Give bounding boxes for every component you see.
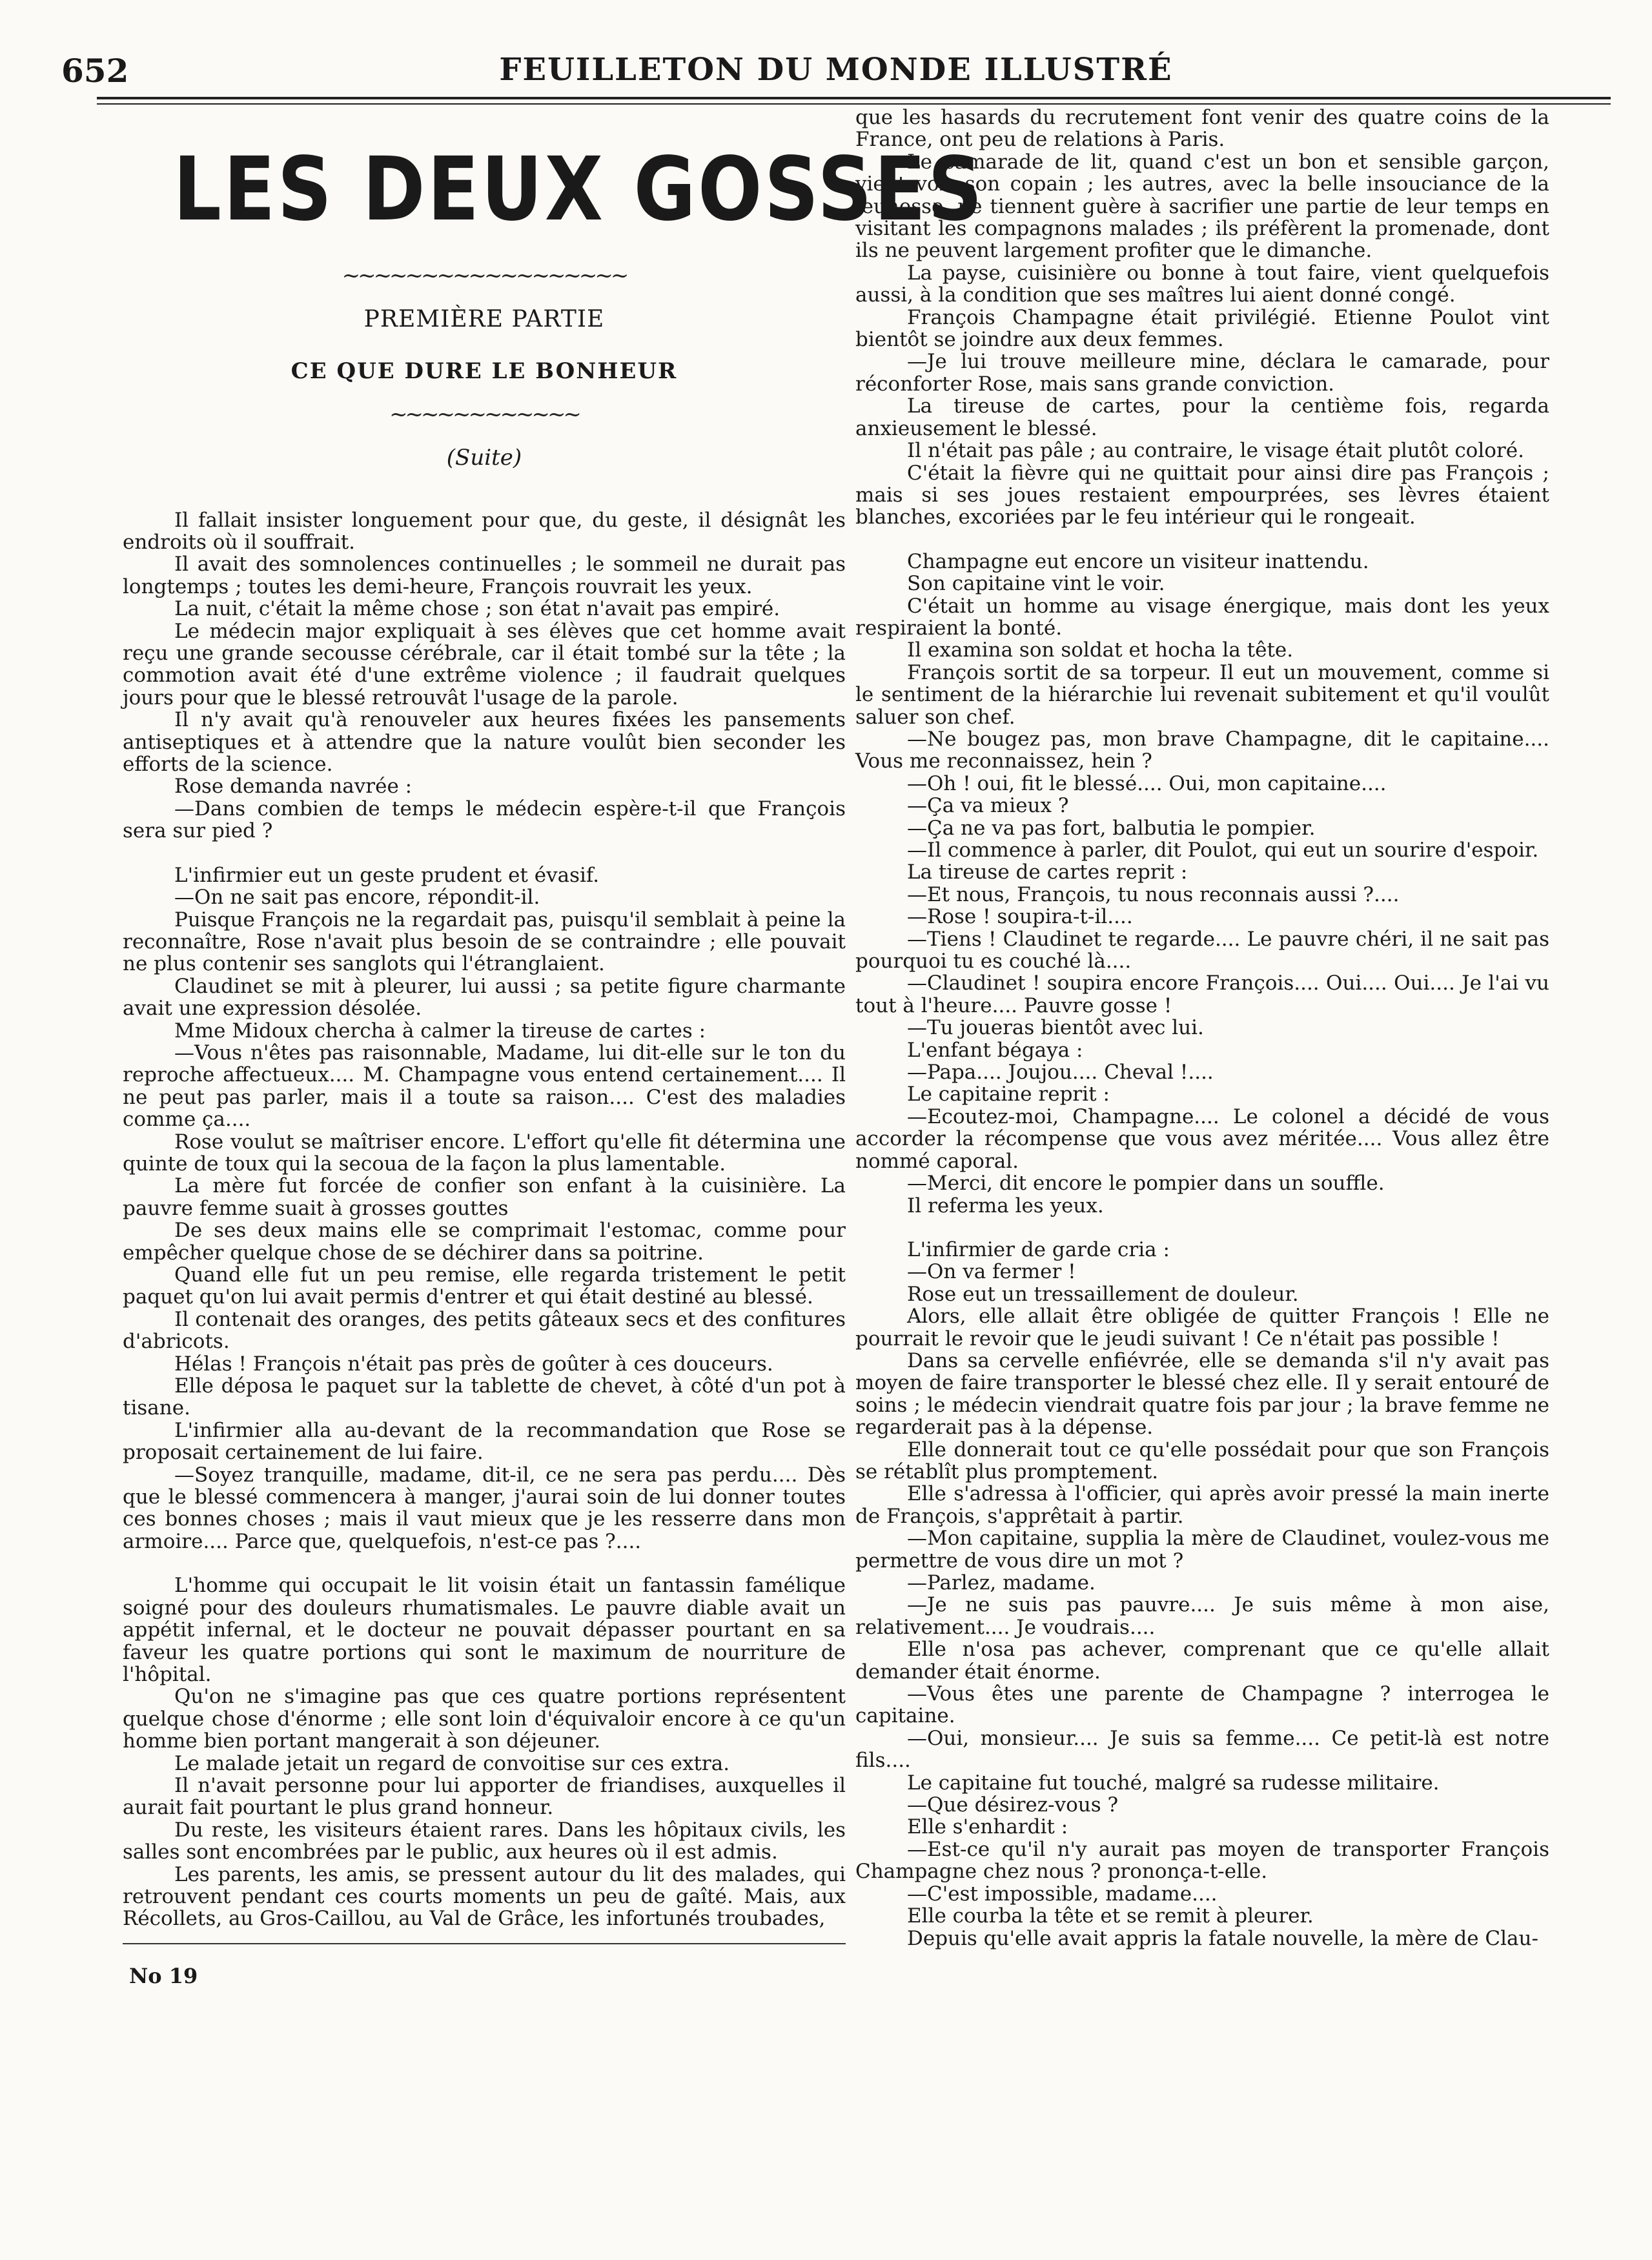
paragraph: —Papa.... Joujou.... Cheval !.... (907, 1061, 1214, 1084)
paragraph: Il fallait insister longuement pour que, du geste, il désignât les endroits où il souffrait. (123, 508, 846, 554)
paragraph: —Dans combien de temps le médecin espère-t-il que François sera sur pied ? (123, 797, 846, 843)
paragraph: L'infirmier de garde cria : (907, 1237, 1170, 1261)
right-column (855, 107, 1549, 1950)
paragraph: —Oh ! oui, fit le blessé.... Oui, mon capitaine.... (907, 771, 1387, 795)
left-column (123, 129, 985, 1988)
paragraph: L'infirmier alla au-devant de la recommandation que Rose se proposait certainement de lui faire. (123, 1418, 846, 1465)
paragraph: La mère fut forcée de confier son enfant à la cuisinière. La pauvre femme suait à grosses gouttes (123, 1174, 846, 1220)
paragraph: François sortit de sa torpeur. Il eut un mouvement, comme si le sentiment de la hiérarchie lui revenait subitement et qu'il voulût saluer son chef. (855, 660, 1549, 729)
paragraph: Elle donnerait tout ce qu'elle possédait pour que son François se rétablît plus promptement. (855, 1438, 1549, 1483)
paragraph: Qu'on ne s'imagine pas que ces quatre portions représentent quelque chose d'énorme ; elle sont loin d'équivaloir encore à ce qu'un homme bien portant mangerait à son déjeuner. (123, 1685, 846, 1753)
header-rule-thin (97, 103, 1611, 105)
title-ornament: ~~~~~~~~~~~~~~~~~~ (342, 262, 627, 289)
paragraph: Puisque François ne la regardait pas, puisqu'il semblait à peine la reconnaître, Rose n'avait plus besoin de se contraindre ; elle pouvait ne plus contenir ses sanglots qui l'étranglaient. (123, 908, 846, 976)
paragraph: —Tiens ! Claudinet te regarde.... Le pauvre chéri, il ne sait pas pourquoi tu es couché là.... (855, 927, 1549, 973)
paragraph: —Mon capitaine, supplia la mère de Claudinet, voulez-vous me permettre de vous dire un mot ? (855, 1527, 1549, 1573)
paragraph: —C'est impossible, madame.... (907, 1882, 1218, 1906)
paragraph: L'enfant bégaya : (907, 1038, 1083, 1062)
paragraph: Quand elle fut un peu remise, elle regarda tristement le petit paquet qu'on lui avait permis d'entrer et qui était destiné au blessé. (123, 1263, 846, 1309)
paragraph: Le médecin major expliquait à ses élèves que cet homme avait reçu une grande secousse cérébrale, car il était tombé sur la tête ; la commotion avait été d'une extrême violence ; il faudrait quelques jours pour que le blessé retrouvât l'usage de la parole. (123, 619, 846, 709)
paragraph: Rose voulut se maîtriser encore. L'effort qu'elle fit détermina une quinte de toux qui la secoua de la façon la plus lamentable. (123, 1130, 846, 1176)
paragraph: —Vous n'êtes pas raisonnable, Madame, lui dit-elle sur le ton du reproche affectueux.... M. Champagne vous entend certainement.... Il ne peut pas parler, mais il a toute sa raison.... C'est des maladies comme ça.... (123, 1041, 846, 1132)
paragraph: La payse, cuisinière ou bonne à tout faire, vient quelquefois aussi, à la condition que ses maîtres lui aient donné congé. (855, 261, 1549, 307)
paragraph: —Que désirez-vous ? (907, 1793, 1119, 1817)
paragraph: —Tu joueras bientôt avec lui. (907, 1016, 1204, 1040)
paragraph: —Merci, dit encore le pompier dans un souffle. (907, 1172, 1385, 1196)
paragraph: C'était un homme au visage énergique, mais dont les yeux respiraient la bonté. (855, 594, 1549, 640)
paragraph: Dans sa cervelle enfiévrée, elle se demanda s'il n'y avait pas moyen de faire transporter le blessé chez elle. Il y serait entouré de soins ; le médecin viendrait quatre fois par jour ; la brave femme ne regarderait pas à la dépense. (855, 1349, 1549, 1440)
paragraph: —Parlez, madame. (907, 1571, 1096, 1594)
paragraph: —Ça va mieux ? (907, 794, 1069, 818)
paragraph: Depuis qu'elle avait appris la fatale nouvelle, la mère de Clau- (907, 1926, 1538, 1950)
paragraph: Le camarade de lit, quand c'est un bon et sensible garçon, vient voir son copain ; les autres, avec la belle insouciance de la jeunesse, ne tiennent guère à sacrifier une partie de leur temps en visitant les compagnons malades ; ils préfèrent la promenade, dont ils ne peuvent largement profiter que le dimanche. (855, 150, 1549, 263)
paragraph: Les parents, les amis, se pressent autour du lit des malades, qui retrouvent pendant ces courts moments un peu de gaîté. Mais, aux Récollets, au Gros-Caillou, au Val de Grâce, les infortunés troubades, (123, 1862, 846, 1931)
paragraph: C'était la fièvre qui ne quittait pour ainsi dire pas François ; mais si ses joues restaient empourprées, ses lèvres étaient blanches, excoriées par le feu intérieur qui le rongeait. (855, 461, 1549, 529)
paragraph: Il n'avait personne pour lui apporter de friandises, auxquelles il aurait fait pourtant le plus grand honneur. (123, 1773, 846, 1820)
paragraph: Le capitaine reprit : (907, 1083, 1110, 1106)
paragraph: Il n'y avait qu'à renouveler aux heures fixées les pansements antiseptiques et à attendre que la nature voulût bien seconder les efforts de la science. (123, 708, 846, 777)
paragraph: Il contenait des oranges, des petits gâteaux secs et des confitures d'abricots. (123, 1307, 846, 1354)
page-number: 652 (61, 52, 129, 90)
paragraph: —Rose ! soupira-t-il.... (907, 905, 1133, 929)
paragraph: —Je lui trouve meilleure mine, déclara le camarade, pour réconforter Rose, mais sans grande conviction. (855, 350, 1549, 396)
paragraph: L'homme qui occupait le lit voisin était un fantassin famélique soigné pour des douleurs rhumatismales. Le pauvre diable avait un appétit infernal, et le docteur ne pouvait dépasser pourtant en sa faveur les quatre portions qui sont le maximum de nourriture de l'hôpital. (123, 1574, 846, 1686)
paragraph: Hélas ! François n'était pas près de goûter à ces douceurs. (174, 1352, 773, 1376)
paragraph: Il n'était pas pâle ; au contraire, le visage était plutôt coloré. (907, 439, 1524, 463)
paragraph: —Claudinet ! soupira encore François.... Oui.... Oui.... Je l'ai vu tout à l'heure.... Pauvre gosse ! (855, 972, 1549, 1017)
paragraph: —Est-ce qu'il n'y aurait pas moyen de transporter François Champagne chez nous ? prononça-t-elle. (855, 1837, 1549, 1884)
paragraph: Il examina son soldat et hocha la tête. (907, 638, 1294, 662)
paragraph: —On ne sait pas encore, répondit-il. (174, 886, 540, 910)
paragraph: De ses deux mains elle se comprimait l'estomac, comme pour empêcher quelque chose de se déchirer dans sa poitrine. (123, 1219, 846, 1265)
paragraph: Il referma les yeux. (907, 1194, 1104, 1217)
issue-number: No 19 (129, 1963, 198, 1988)
paragraph: Elle n'osa pas achever, comprenant que ce qu'elle allait demander était énorme. (855, 1638, 1549, 1684)
paragraph: —Ne bougez pas, mon brave Champagne, dit le capitaine.... Vous me reconnaissez, hein ? (855, 727, 1549, 773)
paragraph: que les hasards du recrutement font venir des quatre coins de la France, ont peu de relations à Paris. (855, 106, 1549, 152)
paragraph: —Ecoutez-moi, Champagne.... Le colonel a décidé de vous accorder la récompense que vous avez méritée.... Vous allez être nommé caporal. (855, 1105, 1549, 1173)
paragraph: La tireuse de cartes reprit : (907, 860, 1188, 884)
paragraph: Mme Midoux chercha à calmer la tireuse de cartes : (174, 1019, 706, 1043)
paragraph: Champagne eut encore un visiteur inattendu. (907, 549, 1369, 573)
page-header (61, 52, 1611, 97)
paragraph: Elle s'adressa à l'officier, qui après avoir pressé la main inerte de François, s'apprêtait à partir. (855, 1482, 1549, 1528)
paragraph: Son capitaine vint le voir. (907, 572, 1165, 596)
header-rule (97, 97, 1611, 99)
paragraph: L'infirmier eut un geste prudent et évasif. (174, 863, 600, 887)
paragraph: —Vous êtes une parente de Champagne ? interrogea le capitaine. (855, 1682, 1549, 1728)
paragraph: Elle s'enhardit : (907, 1815, 1068, 1839)
paragraph: Du reste, les visiteurs étaient rares. Dans les hôpitaux civils, les salles sont encombrées par le public, aux heures où il est admis. (123, 1818, 846, 1864)
paragraph: Claudinet se mit à pleurer, lui aussi ; sa petite figure charmante avait une expression désolée. (123, 974, 846, 1021)
paragraph: —Soyez tranquille, madame, dit-il, ce ne sera pas perdu.... Dès que le blessé commencera à manger, j'aurai soin de lui donner toutes ces bonnes choses ; mais il vaut mieux que je les resserre dans mon armoire.... Parce que, quelquefois, n'est-ce pas ?.... (123, 1463, 846, 1553)
paragraph: —Je ne suis pas pauvre.... Je suis même à mon aise, relativement.... Je voudrais.... (855, 1593, 1549, 1639)
paragraph: La nuit, c'était la même chose ; son état n'avait pas empiré. (174, 597, 780, 621)
paragraph: François Champagne était privilégié. Etienne Poulot vint bientôt se joindre aux deux femmes. (855, 305, 1549, 352)
article-title: LES DEUX GOSSES (173, 139, 985, 241)
paragraph: —Oui, monsieur.... Je suis sa femme.... Ce petit-là est notre fils.... (855, 1726, 1549, 1773)
paragraph: —Ça ne va pas fort, balbutia le pompier. (907, 816, 1316, 840)
section-ornament: ~~~~~~~~~~~~ (389, 401, 579, 427)
running-title: FEUILLETON DU MONDE ILLUSTRÉ (499, 52, 1173, 88)
footer-rule (123, 1943, 846, 1944)
paragraph: Le capitaine fut touché, malgré sa rudesse militaire. (907, 1771, 1440, 1795)
paragraph: —Il commence à parler, dit Poulot, qui eut un sourire d'espoir. (907, 839, 1539, 862)
part-heading: PREMIÈRE PARTIE (363, 305, 605, 332)
paragraph: Rose eut un tressaillement de douleur. (907, 1282, 1299, 1306)
paragraph: Il avait des somnolences continuelles ; le sommeil ne durait pas longtemps ; toutes les demi-heure, François rouvrait les yeux. (123, 553, 846, 598)
paragraph: —Et nous, François, tu nous reconnais aussi ?.... (907, 882, 1400, 906)
paragraph: Elle courba la tête et se remit à pleurer. (907, 1904, 1314, 1928)
paragraph: Rose demanda navrée : (174, 775, 413, 799)
section-heading: CE QUE DURE LE BONHEUR (291, 358, 678, 384)
paragraph: La tireuse de cartes, pour la centième fois, regarda anxieusement le blessé. (855, 394, 1549, 440)
paragraph: —On va fermer ! (907, 1260, 1076, 1284)
paragraph: Le malade jetait un regard de convoitise sur ces extra. (174, 1751, 730, 1775)
paragraph: Elle déposa le paquet sur la tablette de chevet, à côté d'un pot à tisane. (123, 1374, 846, 1420)
suite-label: (Suite) (446, 444, 522, 471)
paragraph: Alors, elle allait être obligée de quitter François ! Elle ne pourrait le revoir que le jeudi suivant ! Ce n'était pas possible ! (855, 1305, 1549, 1350)
